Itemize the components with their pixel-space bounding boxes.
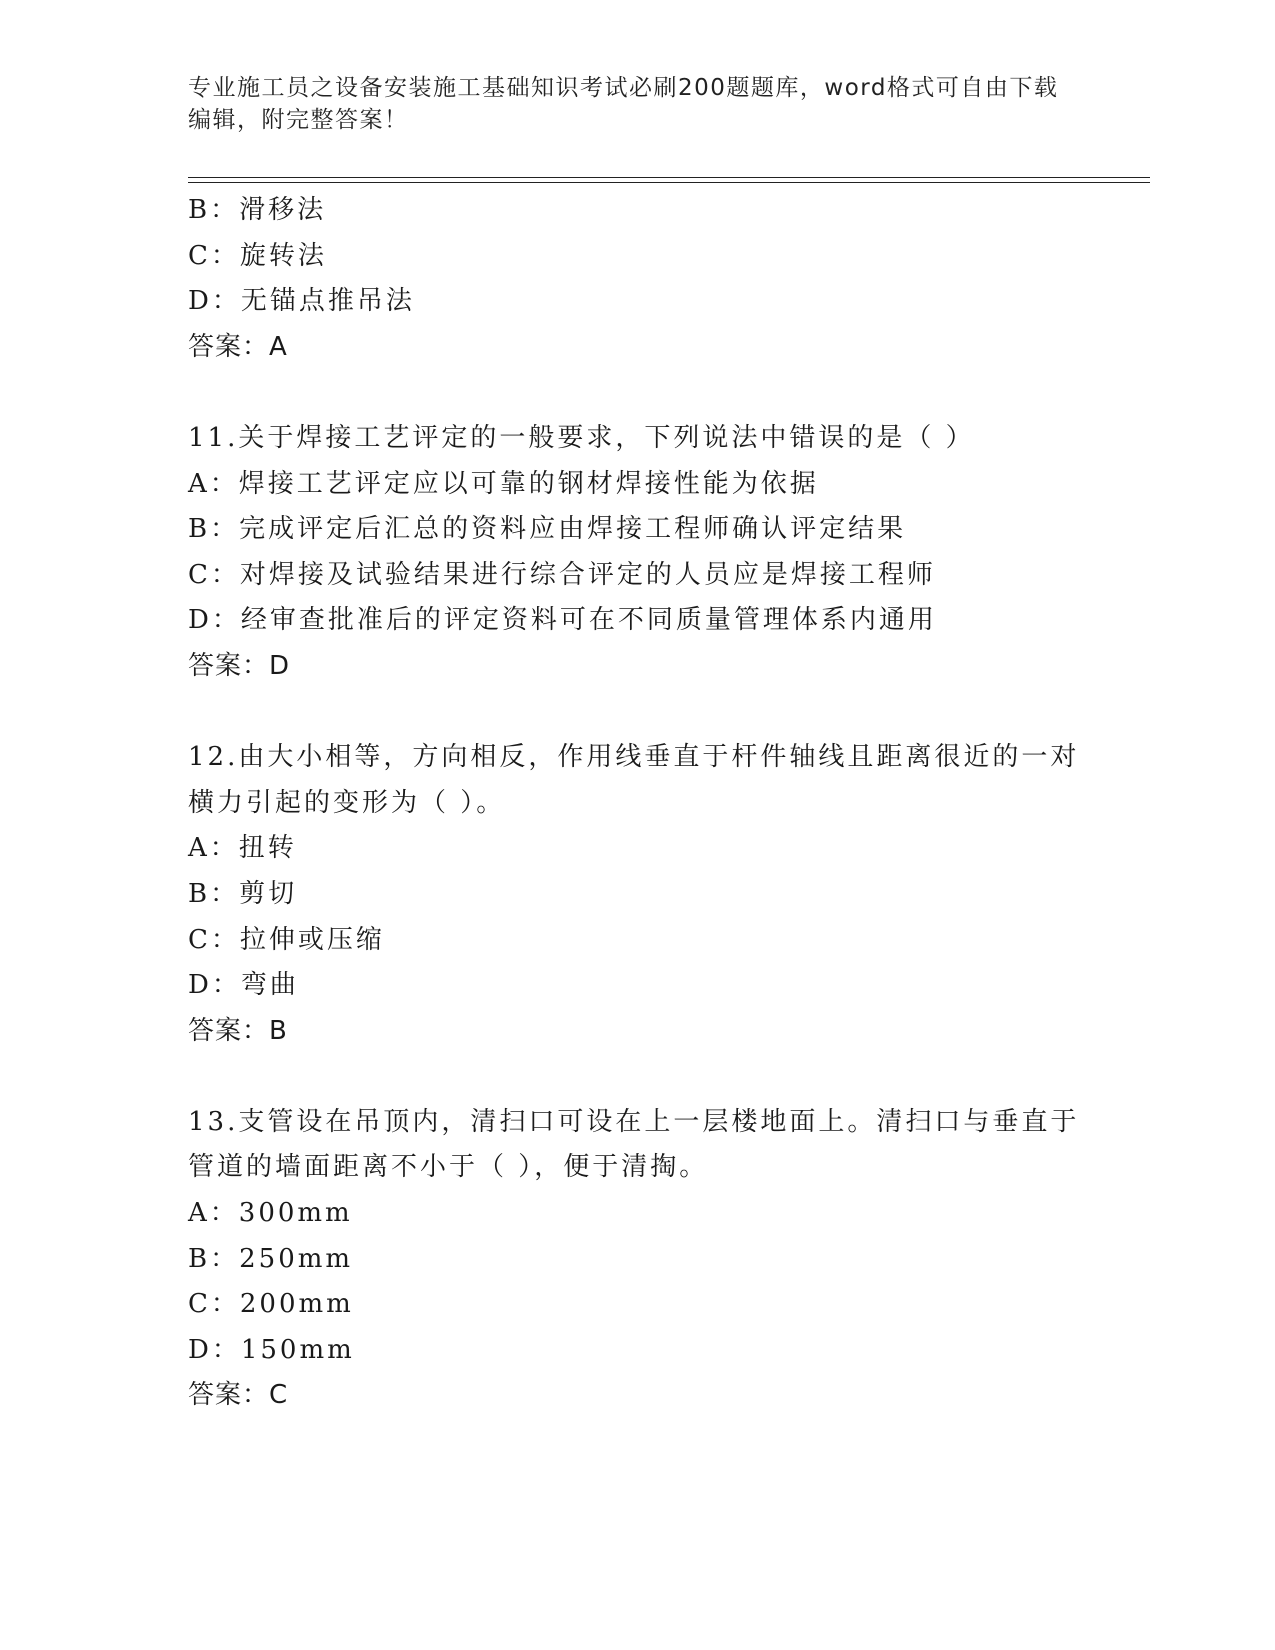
- question-stem-line-2: 横力引起的变形为（ ）。: [188, 787, 506, 818]
- answer-line: 答案：C: [188, 1380, 289, 1411]
- answer-line: 答案：A: [188, 331, 288, 362]
- option-b: B：滑移法: [188, 195, 327, 225]
- question-12: [188, 735, 1088, 1054]
- option-c: C：拉伸或压缩: [188, 924, 385, 955]
- question-10-tail: [188, 188, 1088, 370]
- question-stem: 11.关于焊接工艺评定的一般要求，下列说法中错误的是（ ）: [188, 422, 975, 453]
- question-11: [188, 416, 1088, 690]
- header-divider-top: [188, 177, 1150, 178]
- option-b: B：250mm: [188, 1243, 354, 1274]
- header-line-2: 编辑，附完整答案！: [188, 107, 409, 133]
- option-b: B：剪切: [188, 878, 298, 909]
- question-13: [188, 1100, 1088, 1419]
- option-d: D：弯曲: [188, 970, 299, 1001]
- header-divider-bottom: [188, 182, 1150, 183]
- option-a: A：300mm: [188, 1198, 353, 1229]
- option-d: D：150mm: [188, 1334, 355, 1365]
- spacer: [188, 690, 1088, 736]
- question-stem-line-2: 管道的墙面距离不小于（ ），便于清掏。: [188, 1152, 709, 1183]
- option-d: D：经审查批准后的评定资料可在不同质量管理体系内通用: [188, 605, 937, 636]
- question-stem-line-1: 13.支管设在吊顶内，清扫口可设在上一层楼地面上。清扫口与垂直于: [188, 1106, 1080, 1137]
- option-a: A：扭转: [188, 833, 297, 864]
- document-header: [188, 72, 1068, 136]
- answer-line: 答案：B: [188, 1015, 288, 1046]
- option-a: A：焊接工艺评定应以可靠的钢材焊接性能为依据: [188, 468, 819, 499]
- spacer: [188, 370, 1088, 416]
- question-stem-line-1: 12.由大小相等，方向相反，作用线垂直于杆件轴线且距离很近的一对: [188, 742, 1080, 773]
- answer-line: 答案：D: [188, 650, 291, 681]
- option-c: C：旋转法: [188, 240, 327, 271]
- option-c: C：200mm: [188, 1289, 354, 1320]
- question-list: [188, 188, 1088, 1419]
- option-d: D：无锚点推吊法: [188, 286, 415, 317]
- option-b: B：完成评定后汇总的资料应由焊接工程师确认评定结果: [188, 514, 907, 545]
- header-line-1: 专业施工员之设备安装施工基础知识考试必刷200题题库，word格式可自由下载: [188, 75, 1059, 101]
- option-c: C：对焊接及试验结果进行综合评定的人员应是焊接工程师: [188, 559, 936, 590]
- spacer: [188, 1054, 1088, 1100]
